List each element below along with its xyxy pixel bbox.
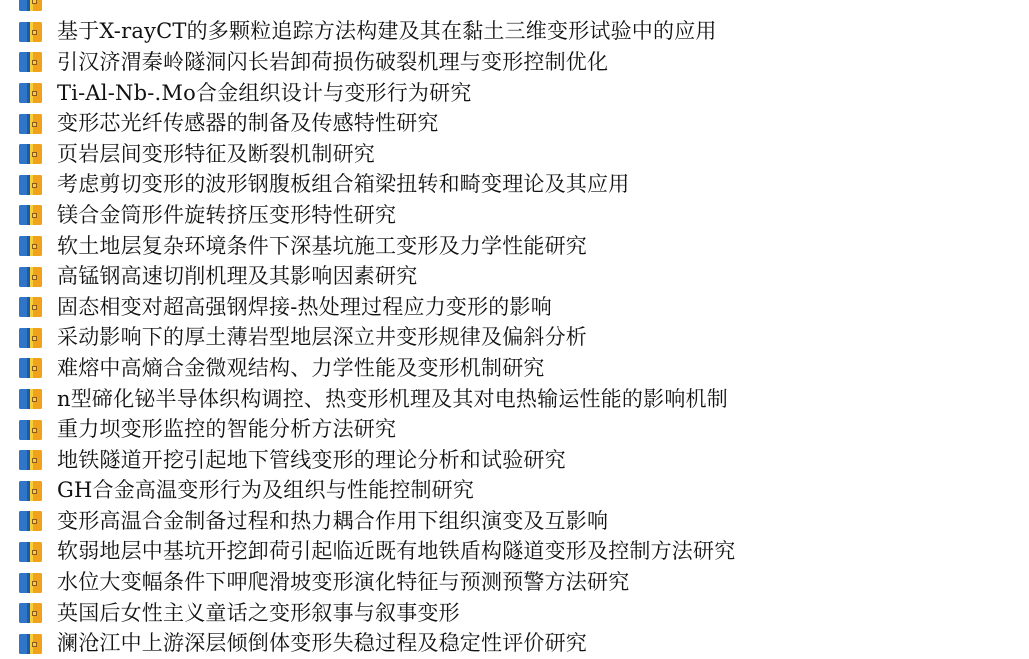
file-name: 英国后女性主义童话之变形叙事与叙事变形 xyxy=(57,600,460,625)
file-name: 澜沧江中上游深层倾倒体变形失稳过程及稳定性评价研究 xyxy=(57,631,587,656)
file-row[interactable] xyxy=(18,323,735,354)
file-row[interactable] xyxy=(18,628,735,659)
archive-file-icon xyxy=(18,21,44,43)
file-row[interactable] xyxy=(18,598,735,629)
file-row[interactable] xyxy=(18,200,735,231)
file-name: 软土地层复杂环境条件下深基坑施工变形及力学性能研究 xyxy=(57,233,587,258)
archive-file-icon xyxy=(18,204,44,226)
file-row[interactable] xyxy=(18,506,735,537)
file-name: 固态相变对超高强钢焊接-热处理过程应力变形的影响 xyxy=(57,294,552,319)
file-name: 基于X-rayCT的多颗粒追踪方法构建及其在黏土三维变形试验中的应用 xyxy=(57,19,717,44)
file-name: 页岩层间变形特征及断裂机制研究 xyxy=(57,141,375,166)
file-row-partial[interactable] xyxy=(18,0,735,17)
archive-file-icon xyxy=(18,143,44,165)
file-name: 变形高温合金制备过程和热力耦合作用下组织演变及互影响 xyxy=(57,508,609,533)
file-name: 地铁隧道开挖引起地下管线变形的理论分析和试验研究 xyxy=(57,447,566,472)
archive-file-icon xyxy=(18,327,44,349)
file-row[interactable] xyxy=(18,414,735,445)
file-row[interactable] xyxy=(18,353,735,384)
file-name: GH合金高温变形行为及组织与性能控制研究 xyxy=(57,478,475,503)
file-row[interactable] xyxy=(18,231,735,262)
file-row[interactable] xyxy=(18,261,735,292)
archive-file-icon xyxy=(18,510,44,532)
archive-file-icon xyxy=(18,51,44,73)
archive-file-icon xyxy=(18,0,44,12)
archive-file-icon xyxy=(18,480,44,502)
file-row[interactable] xyxy=(18,445,735,476)
archive-file-icon xyxy=(18,235,44,257)
file-name: n型碲化铋半导体织构调控、热变形机理及其对电热输运性能的影响机制 xyxy=(57,386,728,411)
file-name: 难熔中高熵合金微观结构、力学性能及变形机制研究 xyxy=(57,355,545,380)
archive-file-icon xyxy=(18,174,44,196)
file-name: 软弱地层中基坑开挖卸荷引起临近既有地铁盾构隧道变形及控制方法研究 xyxy=(57,539,736,564)
archive-file-icon xyxy=(18,357,44,379)
archive-file-icon xyxy=(18,419,44,441)
file-row[interactable] xyxy=(18,170,735,201)
archive-file-icon xyxy=(18,113,44,135)
archive-file-icon xyxy=(18,296,44,318)
file-row[interactable] xyxy=(18,17,735,48)
file-list xyxy=(18,0,735,659)
archive-file-icon xyxy=(18,82,44,104)
file-name: 变形芯光纤传感器的制备及传感特性研究 xyxy=(57,111,439,136)
file-row[interactable] xyxy=(18,78,735,109)
file-row[interactable] xyxy=(18,537,735,568)
file-row[interactable] xyxy=(18,476,735,507)
file-name: 采动影响下的厚土薄岩型地层深立井变形规律及偏斜分析 xyxy=(57,325,587,350)
file-name: 引汉济渭秦岭隧洞闪长岩卸荷损伤破裂机理与变形控制优化 xyxy=(57,49,609,74)
archive-file-icon xyxy=(18,602,44,624)
archive-file-icon xyxy=(18,633,44,655)
file-row[interactable] xyxy=(18,108,735,139)
file-name: 高锰钢高速切削机理及其影响因素研究 xyxy=(57,264,418,289)
file-row[interactable] xyxy=(18,384,735,415)
archive-file-icon xyxy=(18,266,44,288)
archive-file-icon xyxy=(18,388,44,410)
archive-file-icon xyxy=(18,541,44,563)
file-row[interactable] xyxy=(18,567,735,598)
file-row[interactable] xyxy=(18,47,735,78)
archive-file-icon xyxy=(18,572,44,594)
file-name: 考虑剪切变形的波形钢腹板组合箱梁扭转和畸变理论及其应用 xyxy=(57,172,630,197)
file-name: 镁合金筒形件旋转挤压变形特性研究 xyxy=(57,202,397,227)
file-name: 水位大变幅条件下呷爬滑坡变形演化特征与预测预警方法研究 xyxy=(57,570,630,595)
file-name: 重力坝变形监控的智能分析方法研究 xyxy=(57,417,397,442)
archive-file-icon xyxy=(18,449,44,471)
file-row[interactable] xyxy=(18,292,735,323)
file-row[interactable] xyxy=(18,139,735,170)
file-name: Ti-Al-Nb-.Mo合金组织设计与变形行为研究 xyxy=(57,80,472,105)
